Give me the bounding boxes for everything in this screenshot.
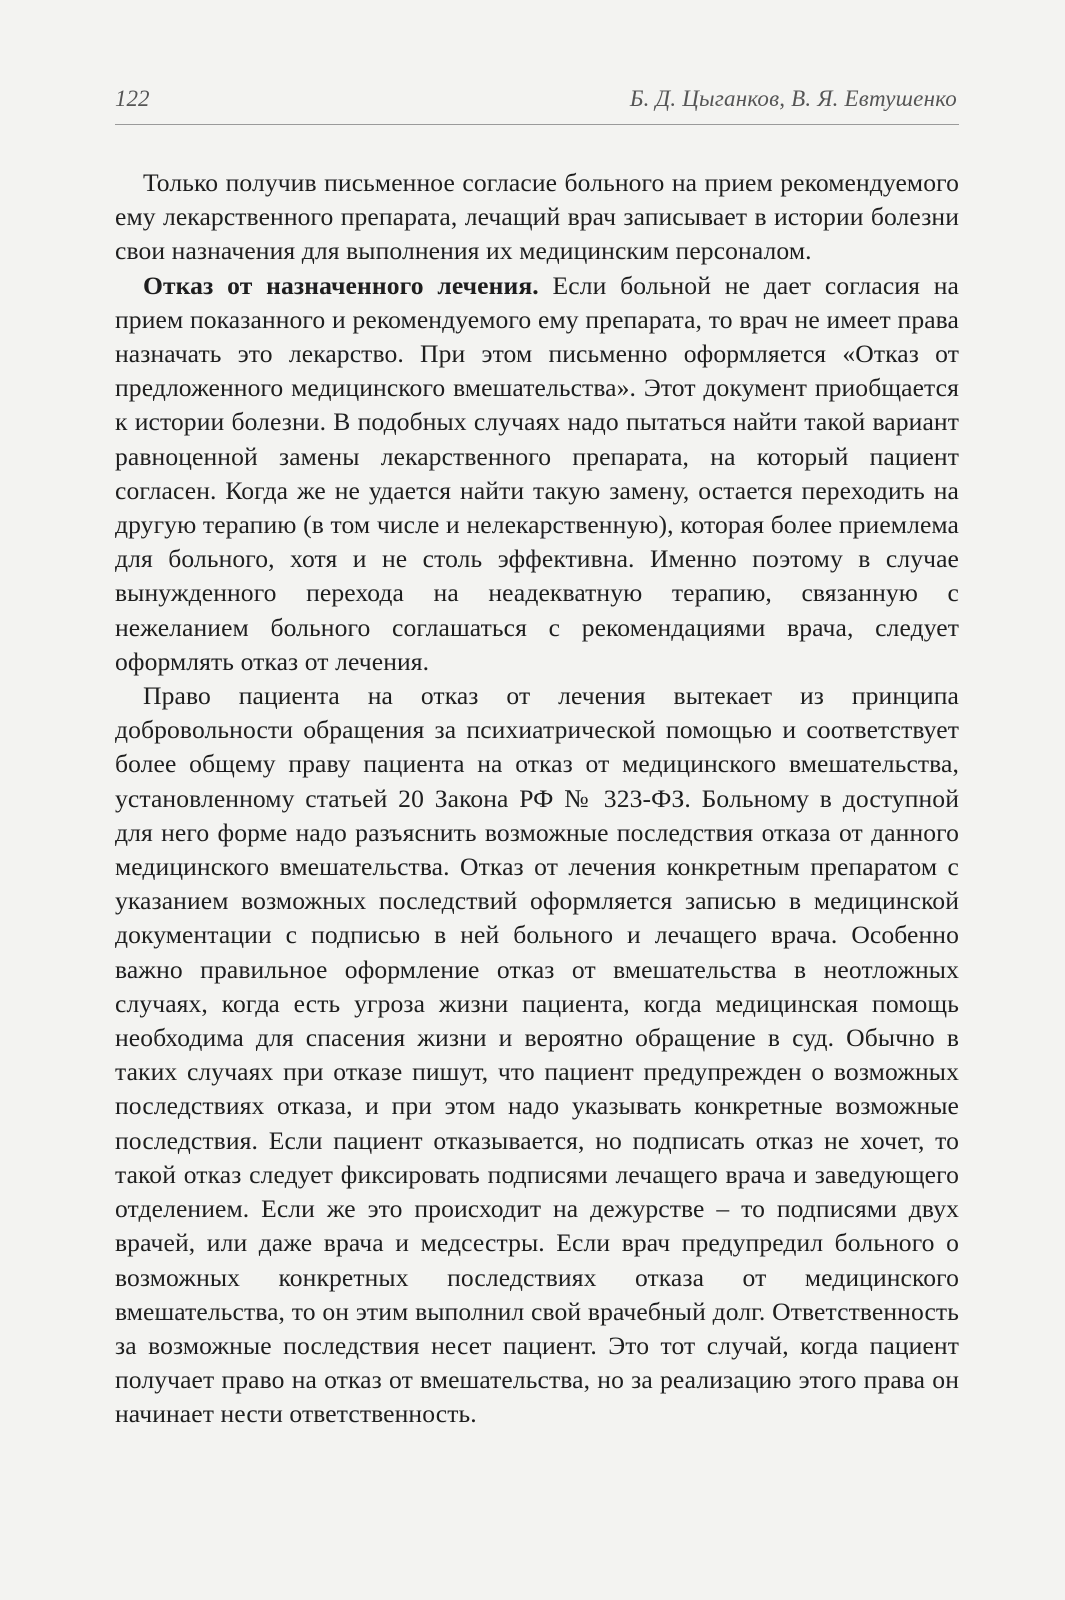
paragraph-2 xyxy=(115,269,959,679)
body-text xyxy=(115,166,959,1432)
paragraph-1: Только получив письменное согласие больного на прием рекомендуемого ему лекарственного препарата, лечащий врач записывает в истории болезни свои назначения для выполнения их медицинским персоналом. xyxy=(115,168,959,266)
paragraph-3: Право пациента на отказ от лечения вытекает из принципа добровольности обращения за психиатрической помощью и соответствует более общему праву пациента на отказ от медицинского вмешательства, установленному статьей 20 Закона РФ № 323-ФЗ. Больному в доступной для него форме надо разъяснить возможные последствия отказа от данного медицинского вмешательства. Отказ от лечения конкретным препаратом с указанием возможных последствий оформляется записью в медицинской документации с подписью в ней больного и лечащего врача. Особенно важно правильное оформление отказ от вмешательства в неотложных случаях, когда есть угроза жизни пациента, когда медицинская помощь необходима для спасения жизни и вероятно обращение в суд. Обычно в таких случаях при отказе пишут, что пациент предупрежден о возможных последствиях отказа, и при этом надо указывать конкретные возможные последствия. Если пациент отказывается, но подписать отказ не хочет, то такой отказ следует фиксировать подписями лечащего врача и заведующего отделением. Если же это происходит на дежурстве – то подписями двух врачей, или даже врача и медсестры. Если врач предупредил больного о возможных конкретных последствиях отказа от медицинского вмешательства, то он этим выполнил свой врачебный долг. Ответственность за возможные последствия несет пациент. Это тот случай, когда пациент получает право на отказ от вмешательства, но за реализацию этого права он начинает нести ответственность. xyxy=(115,681,959,1429)
running-header xyxy=(115,86,959,125)
paragraph-2-text: Если больной не дает согласия на прием показанного и рекомендуемого ему препарата, то врач не имеет права назначать это лекарство. При этом письменно оформляется «Отказ от предложенного медицинского вмешательства». Этот документ приобщается к истории болезни. В подобных случаях надо пытаться найти такой вариант равноценной замены лекарственного препарата, на который пациент согласен. Когда же не удается найти такую замену, остается переходить на другую терапию (в том числе и нелекарственную), которая более приемлема для больного, хотя и не столь эффективна. Именно поэтому в случае вынужденного перехода на неадекватную терапию, связанную с нежеланием больного соглашаться с рекомендациями врача, следует оформлять отказ от лечения. xyxy=(115,270,959,676)
page-number: 122 xyxy=(115,86,150,111)
section-heading-refusal: Отказ от назначенного лечения. xyxy=(143,270,539,300)
running-header-authors: Б. Д. Цыганков, В. Я. Евтушенко xyxy=(629,86,957,111)
